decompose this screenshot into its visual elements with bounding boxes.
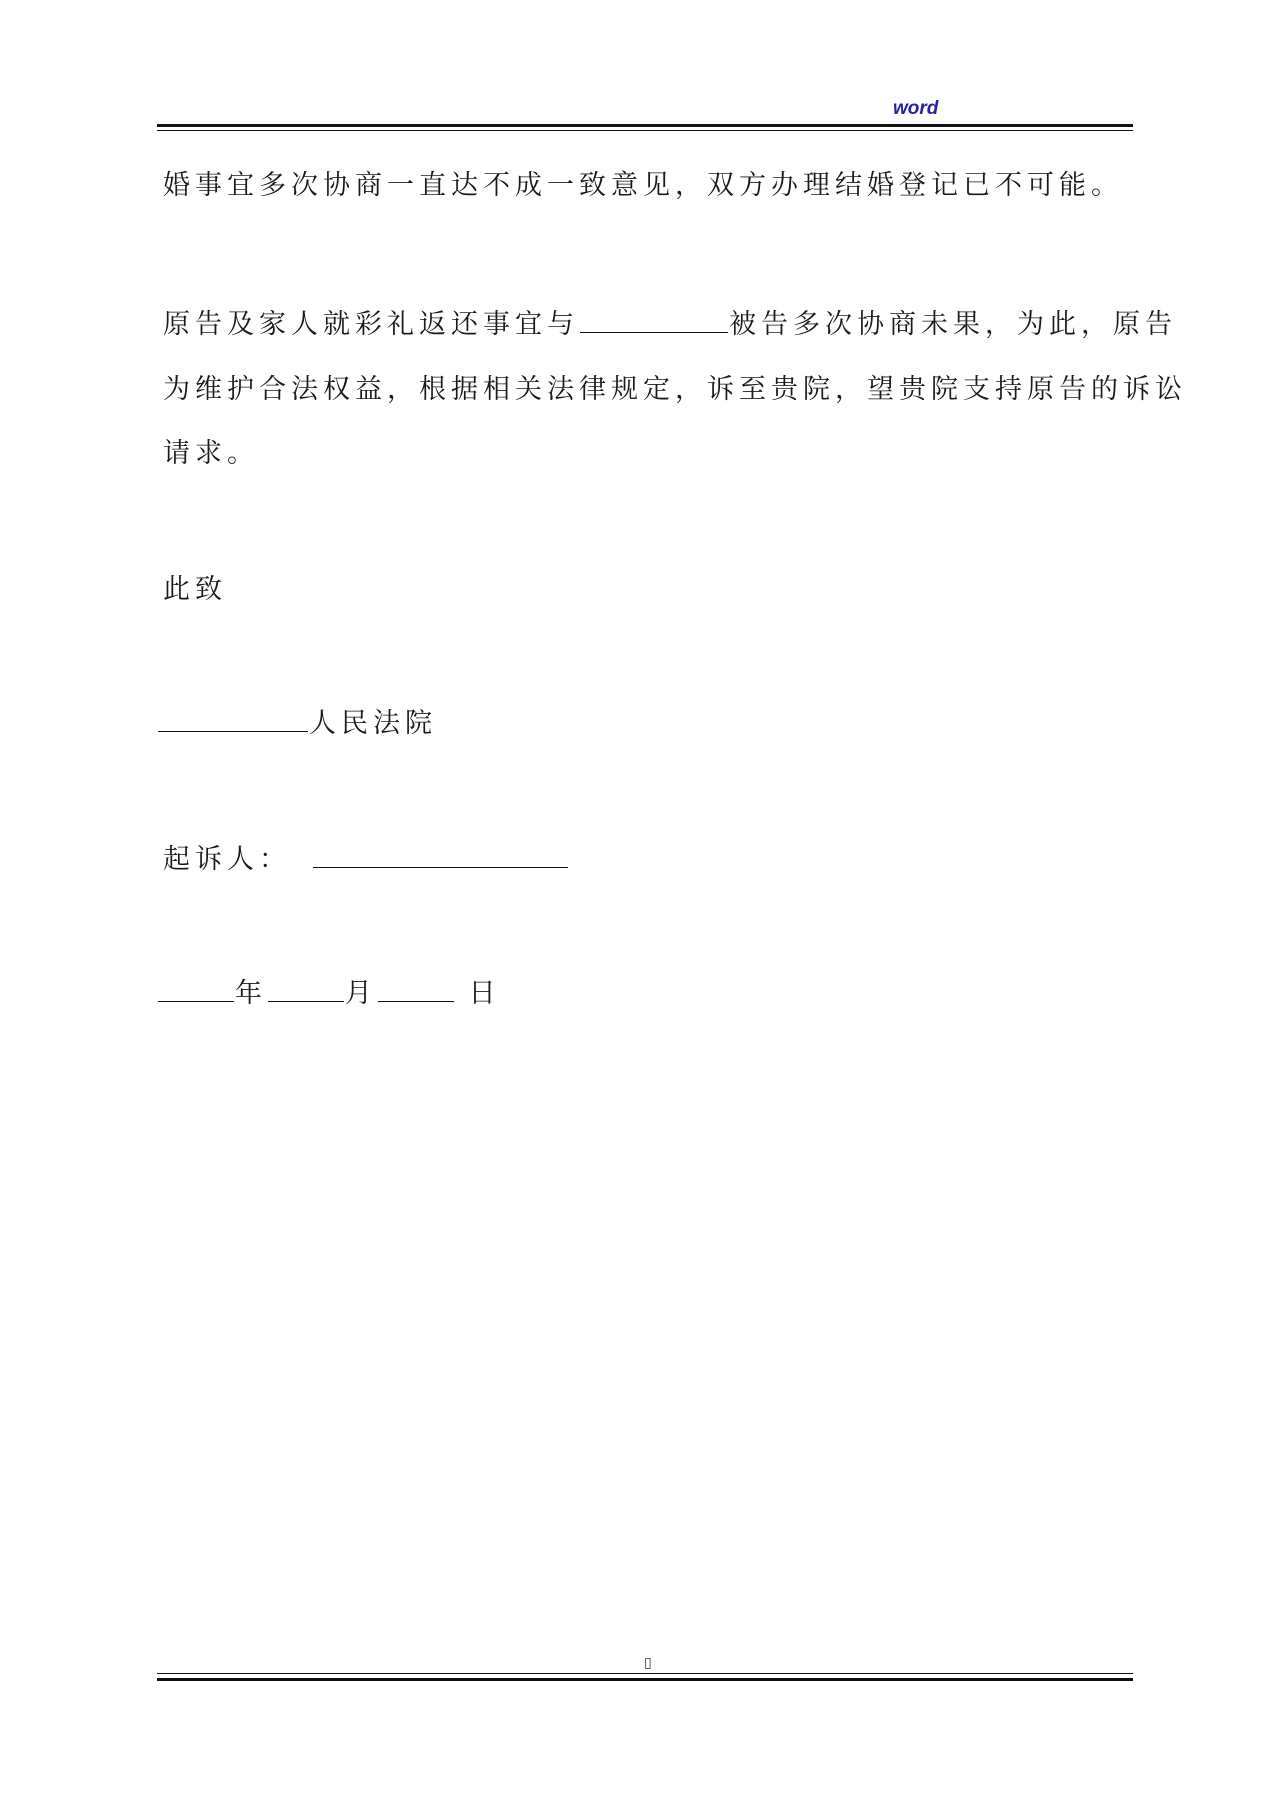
day-blank [378, 975, 454, 1002]
date-line [157, 974, 501, 1014]
header-rule-thin [157, 130, 1133, 131]
date-year-label: 年 [235, 978, 267, 1009]
court-name-blank [158, 705, 308, 732]
date-day-label: 日 [468, 978, 501, 1009]
date-month-label: 月 [345, 978, 377, 1009]
paragraph-text: 被告多次协商未果，为此，原告 [729, 309, 1177, 340]
plaintiff-blank [313, 841, 568, 868]
header-rule-thick [157, 124, 1133, 127]
page-number: ▯ [644, 1655, 652, 1671]
paragraph-line [163, 305, 1177, 345]
court-line [157, 704, 437, 744]
footer-rule-thin [157, 1673, 1133, 1674]
paragraph-line: 请求。 [163, 438, 259, 469]
court-suffix: 人民法院 [309, 708, 437, 739]
footer-rule-thick [157, 1678, 1133, 1681]
salutation: 此致 [163, 574, 227, 605]
plaintiff-label: 起诉人： [163, 844, 291, 875]
month-blank [268, 975, 344, 1002]
header-label: word [893, 98, 939, 119]
paragraph-line: 为维护合法权益，根据相关法律规定，诉至贵院，望贵院支持原告的诉讼 [163, 374, 1187, 405]
paragraph-line: 婚事宜多次协商一直达不成一致意见，双方办理结婚登记已不可能。 [163, 170, 1123, 201]
paragraph-text: 原告及家人就彩礼返还事宜与 [163, 309, 579, 340]
defendant-blank [580, 306, 728, 333]
year-blank [158, 975, 234, 1002]
plaintiff-line [163, 840, 569, 880]
